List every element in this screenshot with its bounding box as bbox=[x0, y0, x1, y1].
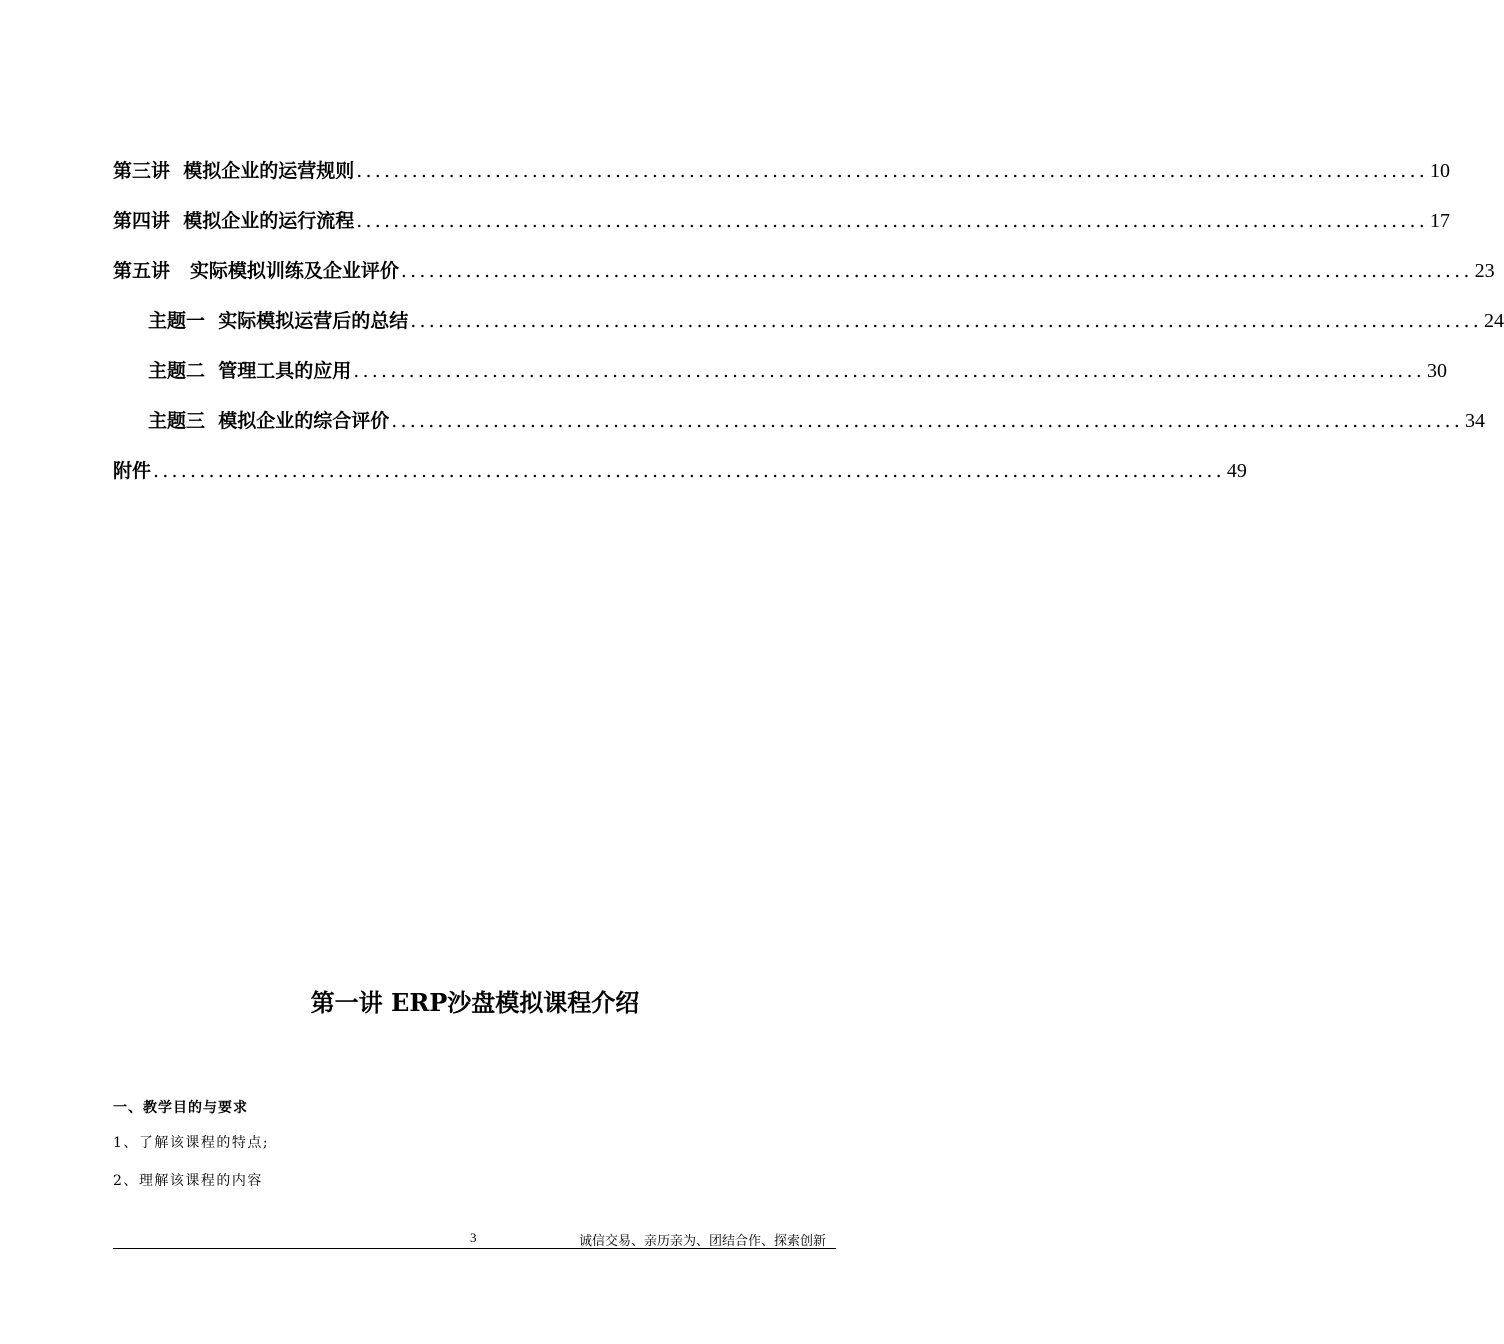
table-of-contents bbox=[113, 132, 1504, 482]
toc-leader-dots: .................................................................................................................... bbox=[356, 210, 1429, 232]
toc-entry-title: 第三讲 模拟企业的运营规则 bbox=[113, 160, 355, 182]
toc-entry-page: 30 bbox=[1427, 360, 1448, 382]
toc-entry-title: 第五讲 实际模拟训练及企业评价 bbox=[113, 260, 399, 282]
toc-entry-title: 第四讲 模拟企业的运行流程 bbox=[113, 210, 355, 232]
toc-entry-page: 23 bbox=[1474, 260, 1495, 282]
toc-entry-page: 34 bbox=[1465, 410, 1486, 432]
footer-motto: 诚信交易、亲历亲为、团结合作、探索创新 bbox=[578, 1234, 826, 1249]
toc-leader-dots: .................................................................................................................... bbox=[353, 360, 1426, 382]
list-item: 2、理解该课程的内容 bbox=[113, 1173, 263, 1189]
toc-entry-page: 10 bbox=[1430, 160, 1451, 182]
toc-leader-dots: .................................................................................................................... bbox=[410, 310, 1483, 332]
toc-entry-title: 主题三 模拟企业的综合评价 bbox=[148, 410, 390, 432]
toc-leader-dots: .................................................................................................................... bbox=[356, 160, 1429, 182]
toc-entry-title: 主题二 管理工具的应用 bbox=[148, 360, 352, 382]
toc-entry-page: 24 bbox=[1484, 310, 1504, 332]
chapter-title: 第一讲 ERP沙盘模拟课程介绍 bbox=[310, 988, 640, 1017]
toc-entry[interactable] bbox=[113, 282, 1504, 332]
footer-page-number: 3 bbox=[470, 1230, 477, 1245]
page-footer bbox=[113, 1228, 836, 1249]
toc-entry-title: 附件 bbox=[113, 460, 152, 482]
toc-entry[interactable] bbox=[113, 182, 1451, 232]
toc-entry[interactable] bbox=[113, 432, 1247, 482]
toc-leader-dots: .................................................................................................................... bbox=[391, 410, 1464, 432]
toc-entry[interactable] bbox=[113, 332, 1448, 382]
toc-leader-dots: .................................................................................................................... bbox=[400, 260, 1473, 282]
toc-entry[interactable] bbox=[113, 232, 1495, 282]
toc-leader-dots: .................................................................................................................... bbox=[153, 460, 1225, 482]
toc-entry-page: 49 bbox=[1226, 460, 1247, 482]
list-item: 1、了解该课程的特点; bbox=[113, 1135, 270, 1151]
toc-entry-page: 17 bbox=[1430, 210, 1451, 232]
section-heading: 一、教学目的与要求 bbox=[113, 1100, 248, 1116]
toc-entry[interactable] bbox=[113, 132, 1451, 182]
toc-entry-title: 主题一 实际模拟运营后的总结 bbox=[148, 310, 409, 332]
toc-entry[interactable] bbox=[113, 382, 1486, 432]
